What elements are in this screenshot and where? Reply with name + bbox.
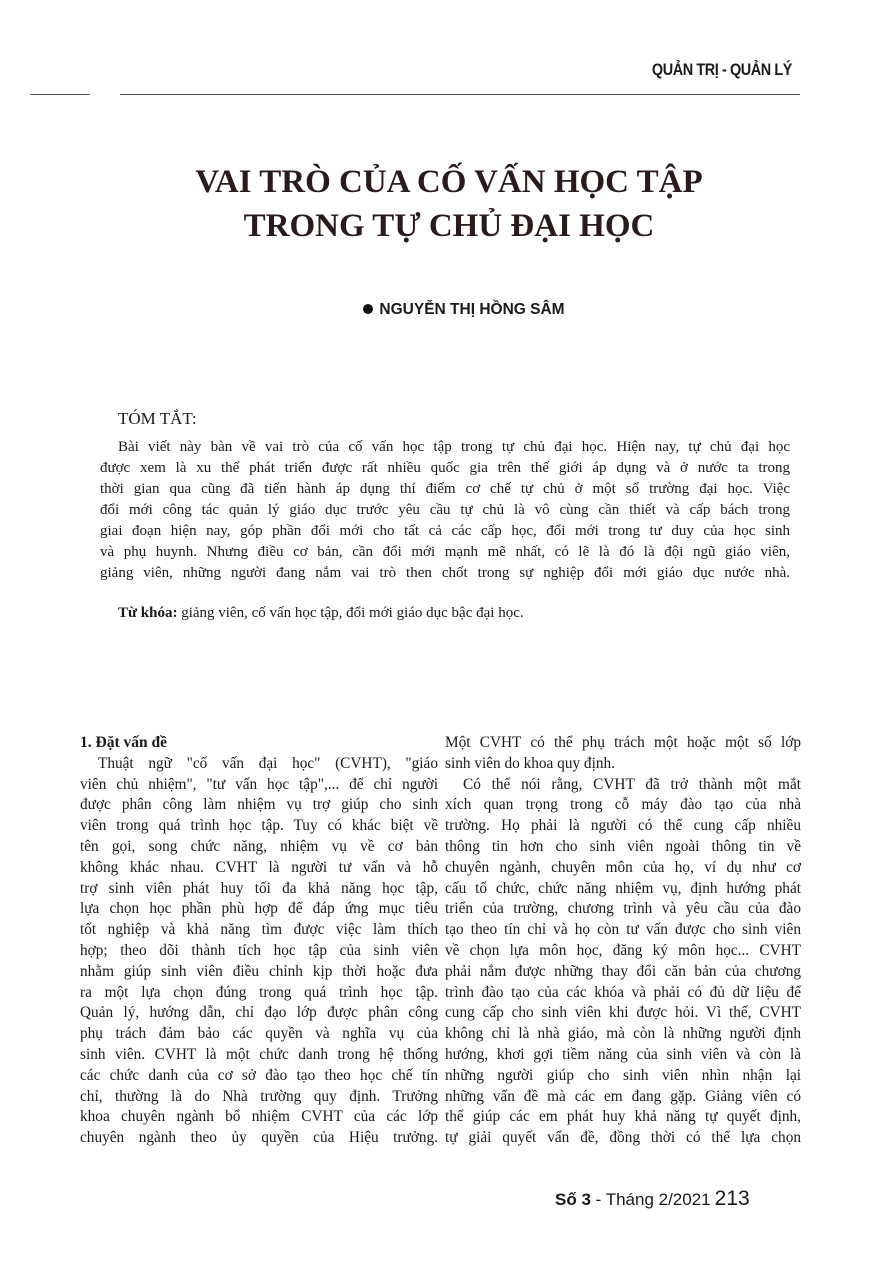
text-line: hướng, khơi gợi tiềm năng của sinh viên và còn là	[445, 1045, 801, 1063]
text-line: trình đào tạo của các khóa và phải có đủ dữ liệu để	[445, 983, 801, 1001]
page-footer	[555, 1187, 750, 1211]
text-line: cung cấp cho sinh viên khi được hỏi. Vì thế, CVHT	[445, 1004, 801, 1022]
text-line: nhằm giúp sinh viên điều chỉnh kịp thời hoặc đưa	[80, 962, 438, 980]
text-line: đổi mới công tác quản lý giáo dục trước yêu cầu tự chủ là vô cùng cần thiết và cấp bách trong	[100, 502, 790, 518]
text-line: tốt nghiệp và khả năng tìm được việc làm thích	[80, 921, 438, 939]
issue-date: - Tháng 2/2021	[590, 1190, 711, 1209]
text-line: không chỉ là nhà giáo, mà còn là những người định	[445, 1025, 801, 1043]
author-line	[0, 301, 888, 319]
text-line: chuyên ngành, chuyên môn của họ, ví dụ như cơ	[445, 858, 801, 876]
title-line: TRONG TỰ CHỦ ĐẠI HỌC	[243, 208, 655, 244]
text-line: khoa chuyên ngành bổ nhiệm CVHT của các lớp	[80, 1108, 438, 1126]
abstract-heading: TÓM TẮT:	[118, 409, 197, 428]
keywords	[118, 605, 524, 622]
text-line: và phụ huynh. Nhưng điều cơ bản, cần đổi mới mạnh mẽ nhất, có lẽ là đó là đội ngũ giáo viên,	[100, 544, 790, 560]
text-line: chỉ, thường là do Nhà trường quy định. Trưởng	[80, 1087, 438, 1105]
text-line: sinh viên. CVHT là một chức danh trong hệ thống	[80, 1045, 438, 1063]
text-line: được xem là xu thế phát triển được rất nhiều quốc gia trên thế giới áp dụng và ở nước ta trong	[100, 460, 790, 476]
text-line: giai đoạn hiện nay, góp phần đổi mới cho tất cả các cấp học, đổi mới trong tư duy của học sinh	[100, 523, 790, 539]
text-line: Bài viết này bàn về vai trò của cố vấn học tập trong tự chủ đại học. Hiện nay, tự chủ đại học	[118, 439, 790, 455]
keywords-text: giảng viên, cố vấn học tập, đổi mới giáo dục bậc đại học.	[177, 605, 524, 621]
issue-number: Số 3	[555, 1190, 591, 1209]
body-column-left	[80, 733, 438, 1149]
text-line: trợ sinh viên phát huy tối đa khả năng học tập,	[80, 879, 438, 897]
body-column-right	[445, 733, 801, 1149]
text-line: thông tin hơn cho sinh viên ngoài thông tin về	[445, 837, 801, 855]
text-line: viên chủ nhiệm", "tư vấn học tập",... để chỉ người	[80, 775, 438, 793]
text-line: những vấn đề mà các em đang gặp. Giảng viên có	[445, 1087, 801, 1105]
text-line: tạo theo tín chỉ và họ còn tư vấn được cho sinh viên	[445, 921, 801, 939]
text-line: phụ trách đảm bảo các quyền và nghĩa vụ của	[80, 1025, 438, 1043]
text-line: phải nắm được những thay đổi căn bản của chương	[445, 962, 801, 980]
text-line: ra một lựa chọn đúng trong quá trình học tập.	[80, 983, 438, 1001]
author-name: NGUYỄN THỊ HỒNG SÂM	[379, 301, 565, 318]
text-line: Có thể nói rằng, CVHT đã trở thành một mắt	[463, 775, 801, 793]
text-line: Thuật ngữ "cố vấn đại học" (CVHT), "giáo	[98, 754, 438, 772]
text-line: cấu tổ chức, chức năng nhiệm vụ, định hướng phát	[445, 879, 801, 897]
text-line: các chức danh của cơ sở đào tạo theo học chế tín	[80, 1066, 438, 1084]
text-line: về chọn lựa môn học, đăng ký môn học... CVHT	[445, 941, 801, 959]
text-line: sinh viên do khoa quy định.	[445, 754, 615, 772]
section-label: QUẢN TRỊ - QUẢN LÝ	[651, 60, 792, 79]
keywords-label: Từ khóa:	[118, 605, 178, 621]
text-line: Một CVHT có thể phụ trách một hoặc một số lớp	[445, 734, 801, 751]
text-line: hợp; theo dõi thành tích học tập của sinh viên	[80, 941, 438, 959]
text-line: thể giúp các em phát huy khả năng tự quyết định,	[445, 1108, 801, 1126]
text-line: xích quan trọng trong cỗ máy đào tạo của nhà	[445, 796, 801, 814]
text-line: Quản lý, hướng dẫn, chỉ đạo lớp được phân công	[80, 1004, 438, 1022]
text-line: triển của trường, chương trình và yêu cầu của đào	[445, 900, 801, 918]
bullet-icon	[363, 304, 373, 314]
text-line: trường. Họ phải là người có thể cung cấp nhiều	[445, 817, 801, 835]
header-rule	[30, 94, 800, 95]
text-line: chuyên ngành theo ủy quyền của Hiệu trưởng.	[80, 1129, 438, 1147]
article-title	[0, 160, 888, 248]
text-line: tên gọi, song chức năng, nhiệm vụ về cơ bản	[80, 837, 438, 855]
text-line: giảng viên, những người đang nắm vai trò then chốt trong sự nghiệp đổi mới giáo dục nước nhà.	[100, 565, 790, 581]
text-line: không khác nhau. CVHT là người tư vấn và hỗ	[80, 858, 438, 876]
text-line: thời gian qua cũng đã tiến hành áp dụng thí điểm cơ chế tự chủ ở một số trường đại học. Việc	[100, 481, 790, 497]
section-heading: 1. Đặt vấn đề	[80, 734, 167, 751]
title-line: VAI TRÒ CỦA CỐ VẤN HỌC TẬP	[195, 164, 703, 200]
header-rule-gap	[90, 92, 120, 96]
text-line: viên trong quá trình học tập. Tuy có khác biệt về	[80, 817, 438, 835]
text-line: những người giúp cho sinh viên nhìn nhận lại	[445, 1066, 801, 1084]
text-line: được phân công làm nhiệm vụ trợ giúp cho sinh	[80, 796, 438, 814]
text-line: tự giải quyết vấn đề, đồng thời có thể lựa chọn	[445, 1129, 801, 1147]
page-number: 213	[714, 1187, 750, 1210]
text-line: lựa chọn học phần phù hợp để đáp ứng mục tiêu	[80, 900, 438, 918]
abstract-body	[100, 437, 790, 584]
